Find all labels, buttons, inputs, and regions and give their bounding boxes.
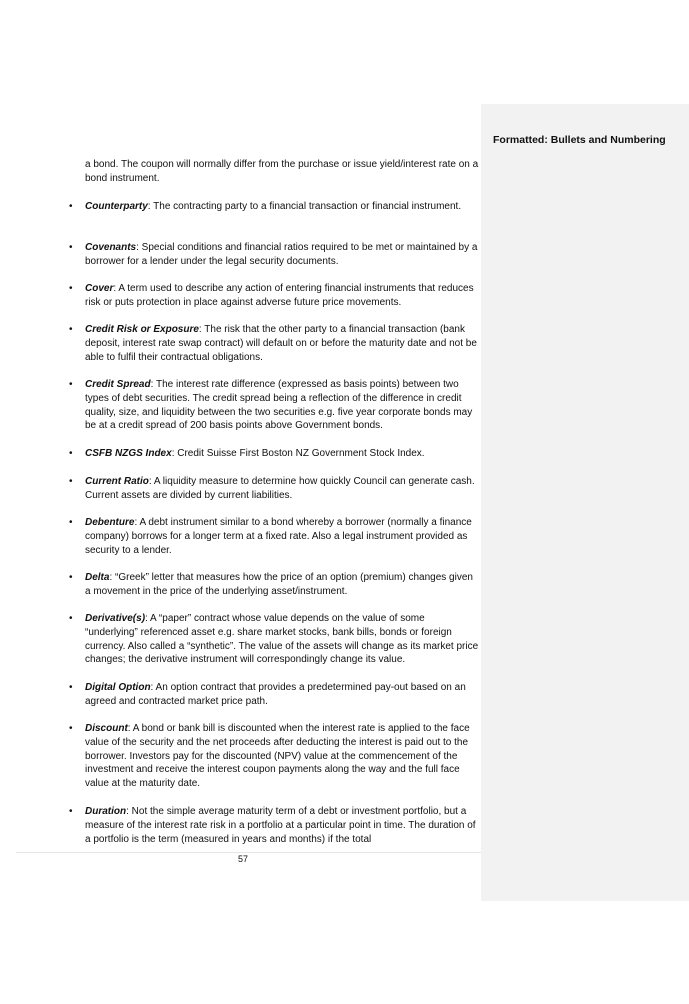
bullet: • — [69, 283, 73, 294]
formatting-comment[interactable]: Formatted: Bullets and Numbering — [493, 134, 666, 146]
glossary-item-duration: • Duration: Not the simple average maturity term of a debt or investment portfolio, but a measure of the interest rate risk in a portfolio at a particular point in time. The duration of a portfolio is the term (measured in years and months) if the total — [69, 806, 476, 845]
bullet: • — [69, 476, 73, 487]
glossary-item-counterparty: • Counterparty: The contracting party to a financial transaction or financial instrument. — [69, 201, 462, 212]
bullet: • — [69, 517, 73, 528]
glossary-term: Derivative(s) — [85, 613, 146, 624]
glossary-item-discount: • Discount: A bond or bank bill is discounted when the interest rate is applied to the face value of the security and the net proceeds after deducting the interest is paid out to the borrower. Investors pay for the discounted (NPV) value at the commencement of the investment and receive the interest coupon payments along the way and the full face value at the maturity date. — [69, 723, 470, 790]
glossary-item-covenants: • Covenants: Special conditions and financial ratios required to be met or maintained by a borrower for a lender under the legal security documents. — [69, 242, 478, 267]
glossary-item-debenture: • Debenture: A debt instrument similar to a bond whereby a borrower (normally a finance company) borrows for a longer term at a fixed rate. Also a legal instrument provided as security to a lender. — [69, 517, 472, 556]
glossary-item-csfb-nzgs-index: • CSFB NZGS Index: Credit Suisse First Boston NZ Government Stock Index. — [69, 448, 425, 459]
bullet: • — [69, 448, 73, 459]
bullet: • — [69, 201, 73, 212]
glossary-term: Duration — [85, 806, 127, 817]
bullet: • — [69, 572, 73, 583]
glossary-definition: The interest rate difference (expressed as basis points) between two types of debt securities. The credit spread being a reflection of the difference in credit quality, size, and liquidity between the two securities e.g. five year corporate bonds may be at a credit spread of 200 basis points above Government bonds. — [85, 379, 473, 432]
glossary-term: CSFB NZGS Index — [85, 448, 172, 459]
glossary-term: Cover — [85, 283, 114, 294]
glossary-definition: Credit Suisse First Boston NZ Government Stock Index. — [174, 448, 425, 459]
lead-paragraph: a bond. The coupon will normally differ from the purchase or issue yield/interest rate on a bond instrument. — [85, 159, 479, 184]
glossary-item-derivatives: • Derivative(s): A “paper” contract whose value depends on the value of some “underlying” referenced asset e.g. share market stocks, bank bills, bonds or foreign currency. Also called a “synthetic”. The value of the assets will change as its market price changes; the derivative instrument will correspondingly change its value. — [69, 613, 479, 666]
glossary-term: Debenture — [85, 517, 135, 528]
glossary-definition: The contracting party to a financial transaction or financial instrument. — [150, 201, 462, 212]
page-number: 57 — [238, 854, 249, 864]
glossary-definition: A bond or bank bill is discounted when the interest rate is applied to the face value of the security and the net proceeds after deducting the interest is paid out to the borrower. Investors pay for the discounted (NPV) value at the commencement of the investment and receive the interest coupon payments along the way and the full face value at the maturity date. — [85, 723, 470, 790]
glossary-definition: Not the simple average maturity term of a debt or investment portfolio, but a measure of the interest rate risk in a portfolio at a particular point in time. The duration of a portfolio is the term (measured in years and months) if the total — [85, 806, 476, 845]
bullet: • — [69, 379, 73, 390]
glossary-definition: Special conditions and financial ratios required to be met or maintained by a borrower for a lender under the legal security documents. — [85, 242, 478, 267]
glossary-item-delta: • Delta: “Greek” letter that measures how the price of an option (premium) changes given a movement in the price of the underlying asset/instrument. — [69, 572, 473, 597]
bullet: • — [69, 242, 73, 253]
glossary-term: Counterparty — [85, 201, 148, 212]
bullet: • — [69, 723, 73, 734]
bullet: • — [69, 806, 73, 817]
glossary-term: Digital Option — [85, 682, 151, 693]
glossary-term: Delta — [85, 572, 110, 583]
glossary-definition: A debt instrument similar to a bond whereby a borrower (normally a finance company) borrows for a longer term at a fixed rate. Also a legal instrument provided as security to a lender. — [85, 517, 472, 556]
glossary-definition: A term used to describe any action of entering financial instruments that reduces risk or puts protection in place against adverse future price movements. — [85, 283, 474, 308]
glossary-term: Discount — [85, 723, 128, 734]
footer-divider — [16, 852, 481, 853]
glossary-item-cover: • Cover: A term used to describe any action of entering financial instruments that reduces risk or puts protection in place against adverse future price movements. — [69, 283, 474, 308]
bullet: • — [69, 324, 73, 335]
glossary-definition: A liquidity measure to determine how quickly Council can generate cash. Current assets are divided by current liabilities. — [85, 476, 475, 501]
comment-pane — [481, 104, 689, 901]
glossary-definition: “Greek” letter that measures how the price of an option (premium) changes given a movement in the price of the underlying asset/instrument. — [85, 572, 473, 597]
glossary-item-credit-spread: • Credit Spread: The interest rate difference (expressed as basis points) between two types of debt securities. The credit spread being a reflection of the difference in credit quality, size, and liquidity between the two securities e.g. five year corporate bonds may be at a credit spread of 200 basis points above Government bonds. — [69, 379, 473, 432]
glossary-definition: An option contract that provides a predetermined pay-out based on an agreed and contracted market price path. — [85, 682, 466, 707]
glossary-term: Current Ratio — [85, 476, 149, 487]
bullet: • — [69, 613, 73, 624]
glossary-term: Credit Spread — [85, 379, 151, 390]
glossary-term: Covenants — [85, 242, 137, 253]
glossary-item-current-ratio: • Current Ratio: A liquidity measure to determine how quickly Council can generate cash. Current assets are divided by current liabilities. — [69, 476, 475, 501]
glossary-item-digital-option: • Digital Option: An option contract that provides a predetermined pay-out based on an agreed and contracted market price path. — [69, 682, 466, 707]
glossary-term: Credit Risk or Exposure — [85, 324, 199, 335]
bullet: • — [69, 682, 73, 693]
glossary-item-credit-risk: • Credit Risk or Exposure: The risk that the other party to a financial transaction (bank deposit, interest rate swap contract) will default on or before the maturity date and not be able to fulfil their contractual obligations. — [69, 324, 477, 363]
glossary-definition: The risk that the other party to a financial transaction (bank deposit, interest rate swap contract) will default on or before the maturity date and not be able to fulfil their contractual obligations. — [85, 324, 477, 363]
glossary-definition: A “paper” contract whose value depends on the value of some “underlying” referenced asset e.g. share market stocks, bank bills, bonds or foreign currency. Also called a “synthetic”. The value of the assets will change as its market price changes; the derivative instrument will correspondingly change its value. — [85, 613, 479, 666]
